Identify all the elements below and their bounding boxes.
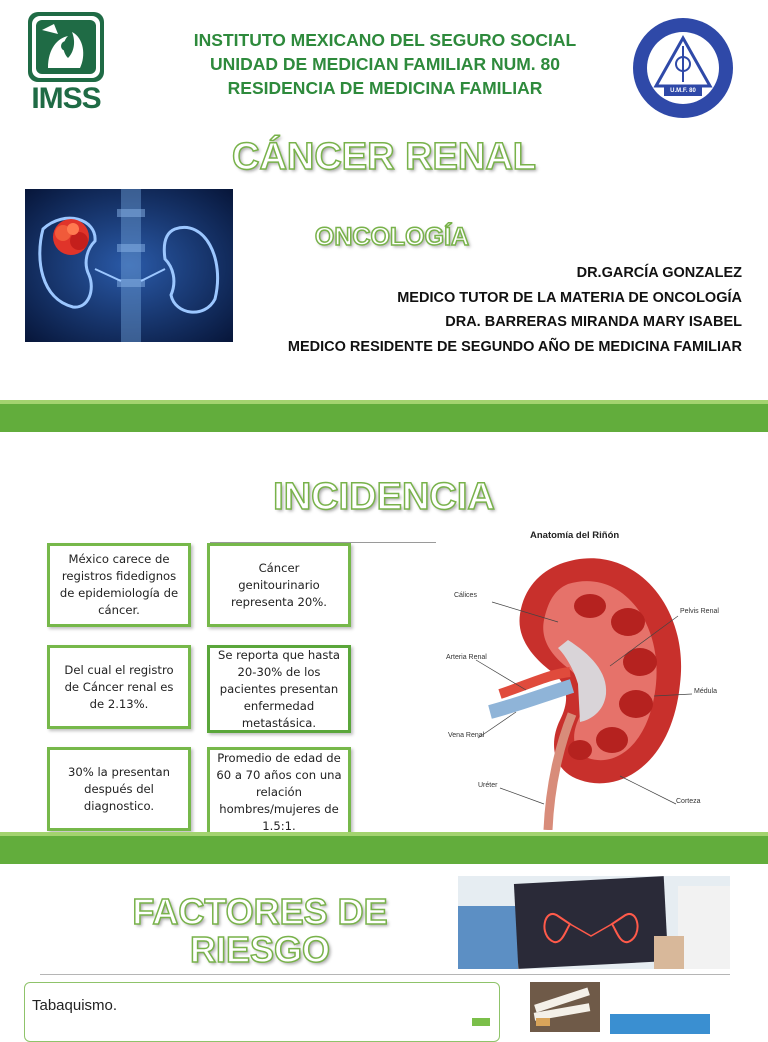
incidence-box-5	[47, 747, 191, 831]
incidence-box-4-text: Se reporta que hasta 20-30% de los pacientes presentan enfermedad metastásica.	[217, 647, 341, 730]
kidney-scan-photo	[458, 876, 730, 969]
label-arteria: Arteria Renal	[446, 654, 487, 661]
credit-line-4: MEDICO RESIDENTE DE SEGUNDO AÑO DE MEDICINA FAMILIAR	[287, 338, 742, 355]
label-calices: Cálices	[454, 592, 477, 599]
kidney-anatomy-diagram	[440, 544, 740, 830]
slide-divider-1	[0, 400, 768, 432]
incidence-box-3-text: Del cual el registro de Cáncer renal es de 2.13%.	[64, 662, 174, 711]
umf-seal	[628, 16, 738, 120]
anatomy-title: Anatomía del Riñón	[530, 530, 620, 541]
label-ureter: Uréter	[478, 782, 498, 789]
risk-factors-title-line-1: FACTORES DE	[132, 891, 388, 932]
slide-divider-2	[0, 832, 768, 864]
institution-header	[120, 28, 650, 100]
institution-line-1: INSTITUTO MEXICANO DEL SEGURO SOCIAL	[193, 30, 577, 50]
cigarette-image	[530, 982, 600, 1032]
incidence-box-3	[47, 645, 191, 729]
incidence-box-1	[47, 543, 191, 627]
slide-divider-1-highlight	[0, 400, 768, 404]
incidence-box-6	[207, 747, 351, 837]
incidence-box-5-text: 30% la presentan después del diagnostico.	[68, 764, 170, 813]
imss-logo-text: IMSS	[31, 82, 101, 115]
institution-line-3: RESIDENCIA DE MEDICINA FAMILIAR	[227, 78, 543, 98]
incidence-box-6-text: Promedio de edad de 60 a 70 años con una relación hombres/mujeres de 1.5:1.	[216, 750, 342, 833]
incidence-box-1-text: México carece de registros fidedignos de epidemiología de cáncer.	[59, 552, 179, 617]
umf-seal-icon	[628, 16, 738, 120]
secondary-photo	[610, 1014, 710, 1034]
kidney-tumor-illustration	[25, 189, 233, 342]
cigarette-photo	[530, 982, 600, 1032]
kidney-scan-image	[458, 876, 730, 969]
kidney-tumor-image	[25, 189, 233, 342]
credit-line-1: DR.GARCÍA GONZALEZ	[576, 265, 742, 281]
label-corteza: Corteza	[676, 798, 701, 805]
label-pelvis: Pelvis Renal	[680, 608, 719, 615]
institution-line-2: UNIDAD DE MEDICIAN FAMILIAR NUM. 80	[209, 54, 560, 74]
risk-factors-rule	[40, 974, 730, 975]
imss-eagle-icon	[28, 12, 104, 82]
incidence-title: INCIDENCIA	[273, 476, 495, 518]
risk-factors-title	[100, 893, 420, 969]
credit-line-3: DRA. BARRERAS MIRANDA MARY ISABEL	[445, 314, 742, 330]
credit-line-2: MEDICO TUTOR DE LA MATERIA DE ONCOLOGÍA	[397, 289, 742, 306]
presentation-subtitle: ONCOLOGÍA	[314, 223, 470, 251]
label-medula: Médula	[694, 688, 717, 695]
presentation-title: CÁNCER RENAL	[232, 136, 536, 178]
seal-caption: U.M.F. 80	[670, 88, 696, 94]
label-vena: Vena Renal	[448, 732, 485, 739]
incidence-box-4	[207, 645, 351, 733]
risk-factors-panel-tab	[472, 1018, 490, 1026]
slide-divider-2-highlight	[0, 832, 768, 836]
risk-factor-item-1: Tabaquismo.	[32, 997, 118, 1014]
credits-block	[288, 261, 742, 359]
incidence-box-2	[207, 543, 351, 627]
risk-factors-title-line-2: RIESGO	[189, 929, 331, 970]
incidence-box-2-text: Cáncer genitourinario representa 20%.	[231, 560, 327, 609]
imss-logo-emblem	[28, 12, 104, 82]
